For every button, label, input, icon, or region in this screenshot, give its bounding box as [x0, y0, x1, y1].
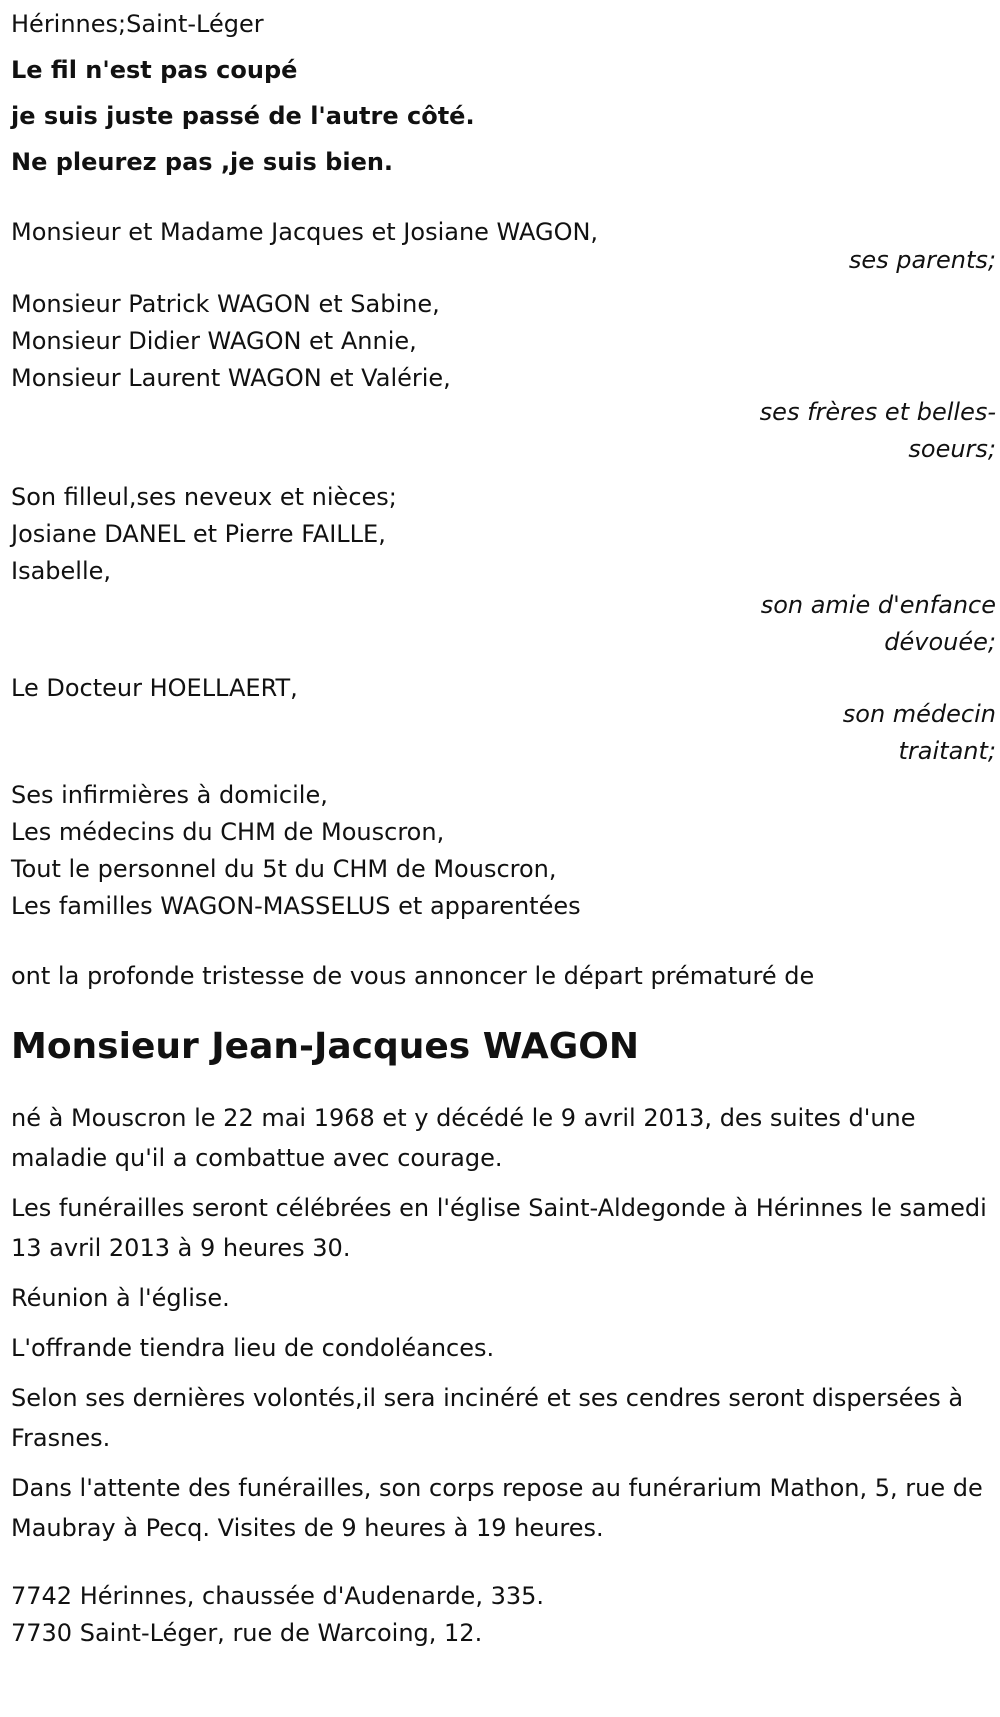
- poem-line: Ne pleurez pas ,je suis bien.: [11, 148, 394, 176]
- detail-paragraph: Dans l'attente des funérailles, son corps repose au funérarium Mathon, 5, rue de Maubray à Pecq. Visites de 9 heures à 19 heures.: [11, 1474, 983, 1542]
- detail-paragraph: L'offrande tiendra lieu de condoléances.: [11, 1334, 495, 1362]
- others-list: [11, 775, 996, 926]
- addresses: [11, 1576, 996, 1653]
- family-group-godchild: [11, 477, 996, 662]
- detail-paragraph: Selon ses dernières volontés,il sera incinéré et ses cendres seront dispersées à Frasnes.: [11, 1384, 964, 1452]
- announcement: ont la profonde tristesse de vous annoncer le départ prématuré de: [11, 962, 815, 990]
- others-item: Tout le personnel du 5t du CHM de Mouscron,: [11, 855, 557, 883]
- family-role-line: dévouée;: [884, 628, 996, 656]
- family-role-line: ses frères et belles-: [759, 398, 996, 426]
- family-name: Monsieur Laurent WAGON et Valérie,: [11, 364, 451, 392]
- family-name: Isabelle,: [11, 557, 112, 585]
- deceased-name: Monsieur Jean-Jacques WAGON: [11, 1026, 639, 1067]
- family-group-doctor: [11, 668, 996, 771]
- address-line: 7730 Saint-Léger, rue de Warcoing, 12.: [11, 1619, 483, 1647]
- family-group-siblings: [11, 284, 996, 469]
- detail-paragraph: né à Mouscron le 22 mai 1968 et y décédé le 9 avril 2013, des suites d'une maladie qu'il a combattue avec courage.: [11, 1104, 916, 1172]
- family-name: Monsieur Patrick WAGON et Sabine,: [11, 290, 440, 318]
- family-role-line: traitant;: [898, 737, 996, 765]
- detail-paragraph: Les funérailles seront célébrées en l'église Saint-Aldegonde à Hérinnes le samedi 13 avril 2013 à 9 heures 30.: [11, 1194, 987, 1262]
- death-notice: [11, 4, 996, 1653]
- family-name: Son filleul,ses neveux et nièces;: [11, 483, 397, 511]
- poem: [11, 50, 996, 182]
- header-place: Hérinnes;Saint-Léger: [11, 10, 264, 38]
- family-role-line: son médecin: [842, 700, 996, 728]
- family-name: Josiane DANEL et Pierre FAILLE,: [11, 520, 386, 548]
- family-group-parents: [11, 212, 996, 280]
- family-name: Le Docteur HOELLAERT,: [11, 674, 298, 702]
- family-role: [11, 392, 996, 469]
- address-line: 7742 Hérinnes, chaussée d'Audenarde, 335.: [11, 1582, 545, 1610]
- family-name: Monsieur Didier WAGON et Annie,: [11, 327, 417, 355]
- poem-line: je suis juste passé de l'autre côté.: [11, 102, 475, 130]
- others-item: Les familles WAGON-MASSELUS et apparentées: [11, 892, 581, 920]
- family-role: [11, 585, 996, 662]
- others-item: Les médecins du CHM de Mouscron,: [11, 818, 445, 846]
- poem-line: Le fil n'est pas coupé: [11, 56, 298, 84]
- others-item: Ses infirmières à domicile,: [11, 781, 328, 809]
- detail-paragraph: Réunion à l'église.: [11, 1284, 230, 1312]
- family-role-line: son amie d'enfance: [760, 591, 996, 619]
- family-role-line: soeurs;: [908, 435, 996, 463]
- family-name: Monsieur et Madame Jacques et Josiane WAGON,: [11, 218, 599, 246]
- family-role-line: ses parents;: [848, 246, 996, 274]
- details: [11, 1098, 996, 1548]
